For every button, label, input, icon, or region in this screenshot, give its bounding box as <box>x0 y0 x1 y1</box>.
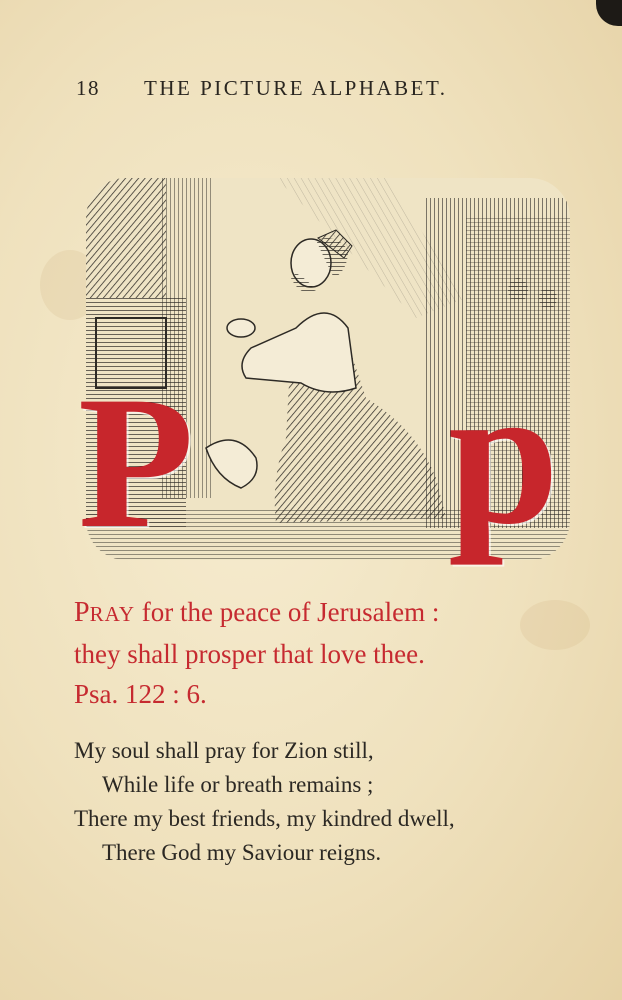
poem-line: There God my Saviour reigns. <box>102 840 382 865</box>
page-corner-damage <box>596 0 622 26</box>
poem-line: There my best friends, my kindred dwell, <box>74 806 455 831</box>
poem-line: While life or breath remains ; <box>102 772 374 797</box>
initial-capital-P: P <box>78 358 195 568</box>
running-title: THE PICTURE ALPHABET. <box>144 76 448 100</box>
initial-lowercase-p: p <box>448 345 560 566</box>
page-number: 18 <box>76 76 100 100</box>
scripture-verse <box>74 592 594 714</box>
page-header <box>76 76 516 101</box>
verse-line-1 <box>74 592 594 634</box>
verse-line-1-rest: for the peace of Jerusalem : <box>135 597 440 627</box>
hymn-stanza <box>74 734 594 870</box>
verse-first-letter: P <box>74 597 90 628</box>
verse-reference: Psa. 122 : 6. <box>74 679 207 709</box>
verse-first-word-rest: RAY <box>89 602 135 626</box>
verse-line-2: they shall prosper that love thee. <box>74 639 425 669</box>
poem-line: My soul shall pray for Zion still, <box>74 738 374 763</box>
